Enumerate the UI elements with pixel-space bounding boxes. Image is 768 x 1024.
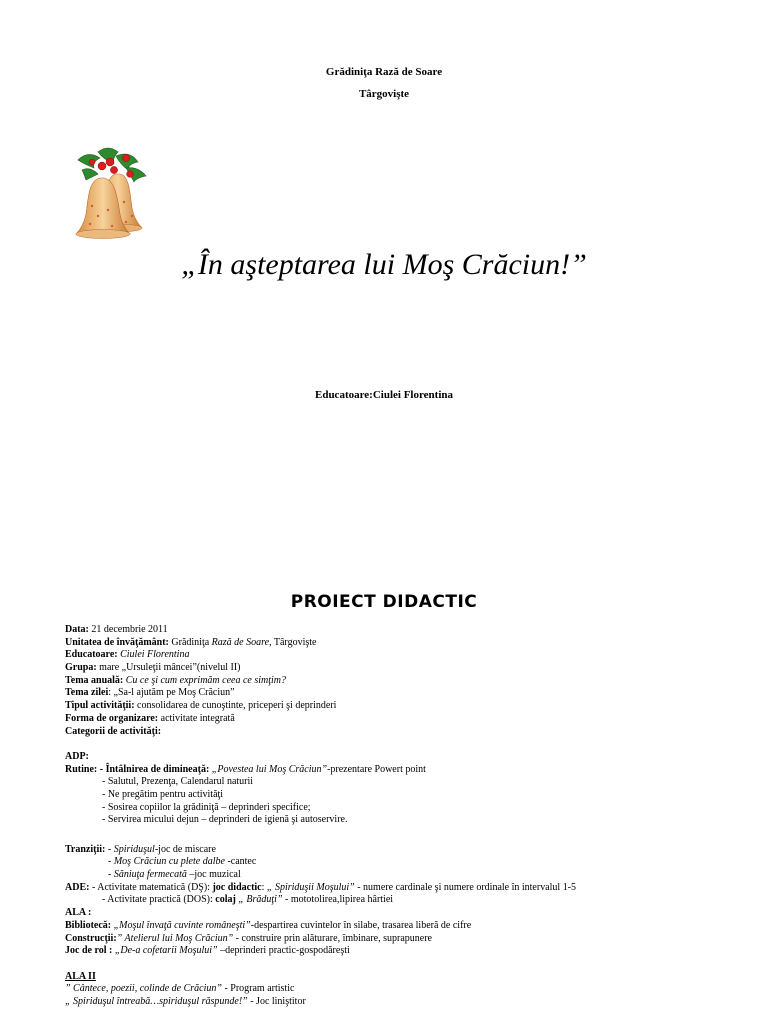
rutine-first-italic: „Povestea lui Moş Crăciun” — [209, 763, 328, 775]
tranzitii-item-title: Săniuţa fermecată — [113, 869, 187, 881]
biblioteca-title: „Moşul învaţă cuvinte româneşti” — [111, 919, 251, 931]
project-body — [65, 624, 755, 1009]
group-value: mare „Ursuleţii mâncei”(nivelul II) — [96, 662, 241, 674]
biblioteca-desc: -despartirea cuvintelor în silabe, trasarea liberă de cifre — [250, 919, 472, 931]
date-value: 21 decembrie 2011 — [88, 624, 168, 635]
ade-activity: - Activitate matematică (DŞ): — [89, 881, 213, 893]
group-row — [65, 662, 755, 675]
organization-form-label: Forma de organizare: — [65, 712, 159, 724]
unit-value-italic: Rază de Soare — [211, 636, 270, 648]
tranzitii-item-desc: -joc de miscare — [154, 843, 216, 855]
activity-type-label: Tipul activităţii: — [65, 700, 135, 712]
tranzitii-label: Tranziţii: — [65, 843, 106, 855]
ade-row-1 — [65, 882, 755, 895]
annual-theme-row — [65, 675, 755, 688]
constructii-title: ” Atelierul lui Moş Crăciun” — [116, 932, 234, 944]
tranzitii-item-desc: -cantec — [224, 856, 257, 868]
biblioteca-row — [65, 920, 755, 933]
tranzitii-row-1 — [65, 844, 755, 857]
ala2-label: ALA II — [65, 970, 96, 982]
rutine-item: - Ne pregătim pentru activităţi — [102, 788, 224, 800]
activity-type-value: consolidarea de cunoştinte, priceperi şi deprinderi — [134, 700, 337, 712]
rutine-item: - Sosirea copiilor la grădiniţă – deprinderi specifice; — [102, 801, 311, 813]
ade-activity: - Activitate practică (DOS): — [102, 894, 216, 906]
educator-label: Educatoare: — [65, 649, 118, 661]
unit-value-city: , Târgovişte — [269, 636, 317, 648]
tranzitii-item-title: Moş Crăciun cu plete dalbe — [113, 856, 225, 868]
joc-de-rol-desc: –deprinderi practic-gospodăreşti — [217, 945, 350, 957]
section-title: PROIECT DIDACTIC — [290, 592, 478, 612]
tranzitii-row-2 — [65, 856, 755, 869]
ala2-row-1 — [65, 983, 755, 996]
unit-value: Grădiniţa — [168, 636, 212, 648]
educator-value: Ciulei Florentina — [117, 649, 190, 661]
unit-label: Unitatea de învăţământ: — [65, 636, 169, 648]
activity-type-row — [65, 700, 755, 713]
ala2-row-2 — [65, 996, 755, 1009]
rutine-first-rest: -prezentare Powert point — [327, 763, 426, 775]
group-label: Grupa: — [65, 662, 97, 674]
ade-collage-desc: - mototolirea,lipirea hârtiei — [282, 894, 394, 906]
biblioteca-label: Bibliotecă: — [65, 919, 112, 931]
ala2-item-desc: - Joc liniştitor — [247, 995, 306, 1007]
joc-de-rol-row — [65, 945, 755, 958]
joc-de-rol-title: „De-a cofetarii Moşului” — [112, 945, 218, 957]
day-theme-value: : „Sa-l ajutăm pe Moş Crăciun” — [108, 687, 235, 699]
organization-form-row — [65, 713, 755, 726]
tranzitii-dash: - — [108, 869, 114, 881]
rutine-label: Rutine: — [65, 763, 98, 775]
constructii-row — [65, 933, 755, 946]
ade-row-2 — [65, 894, 755, 907]
ala2-item-desc: - Program artistic — [221, 983, 295, 995]
educator-row — [65, 649, 755, 662]
city-name: Târgovişte — [358, 88, 410, 100]
tranzitii-dash: - — [108, 856, 114, 868]
ala2-item-title: ” Cântece, poezii, colinde de Crăciun” — [65, 983, 222, 995]
rutine-first-bold: - Întâlnirea de dimineaţă: — [97, 763, 210, 775]
ade-label: ADE: — [65, 881, 90, 893]
rutine-item: - Salutul, Prezenţa, Calendarul naturii — [102, 776, 254, 788]
date-row — [65, 624, 755, 637]
school-name: Grădiniţa Rază de Soare — [325, 66, 443, 78]
ade-colon: : — [261, 881, 267, 893]
ala-label: ALA : — [65, 907, 92, 919]
rutine-row — [65, 764, 755, 777]
ade-collage-title: „ Brăduţi” — [235, 894, 283, 906]
rutine-item: - Servirea micului dejun – deprinderi de igienă şi autoservire. — [102, 814, 348, 826]
ade-collage-type: colaj — [215, 894, 236, 906]
categories-label: Categorii de activităţi: — [65, 725, 162, 737]
tranzitii-item-desc: –joc muzical — [186, 869, 241, 881]
tranzitii-row-3 — [65, 869, 755, 882]
annual-theme-value: Cu ce şi cum exprimăm ceea ce simţim? — [123, 674, 286, 686]
date-label: Data: — [65, 624, 89, 635]
tranzitii-item-title: Spiriduşul — [113, 843, 155, 855]
constructii-label: Construcţii: — [65, 932, 117, 944]
ala2-item-title: „ Spiriduşul întreabă…spiriduşul răspunde!” — [65, 995, 248, 1007]
tranzitii-dash: - — [105, 843, 114, 855]
annual-theme-label: Tema anuală: — [65, 674, 124, 686]
educator-line: Educatoare:Ciulei Florentina — [314, 389, 453, 401]
day-theme-label: Tema zilei — [65, 687, 109, 699]
christmas-bells-icon — [72, 146, 150, 242]
organization-form-value: activitate integrată — [158, 712, 235, 724]
ade-game-desc: - numere cardinale şi numere ordinale în intervalul 1-5 — [354, 881, 577, 893]
unit-row — [65, 637, 755, 650]
main-title: „În aşteptarea lui Moş Crăciun!” — [181, 248, 587, 281]
ade-game-title: „ Spiriduşii Moşului” — [266, 881, 355, 893]
day-theme-row — [65, 687, 755, 700]
adp-label: ADP: — [65, 750, 89, 762]
constructii-desc: - construire prin alăturare, îmbinare, suprapunere — [233, 932, 432, 944]
joc-de-rol-label: Joc de rol : — [65, 945, 113, 957]
ade-game-type: joc didactic — [212, 881, 262, 893]
